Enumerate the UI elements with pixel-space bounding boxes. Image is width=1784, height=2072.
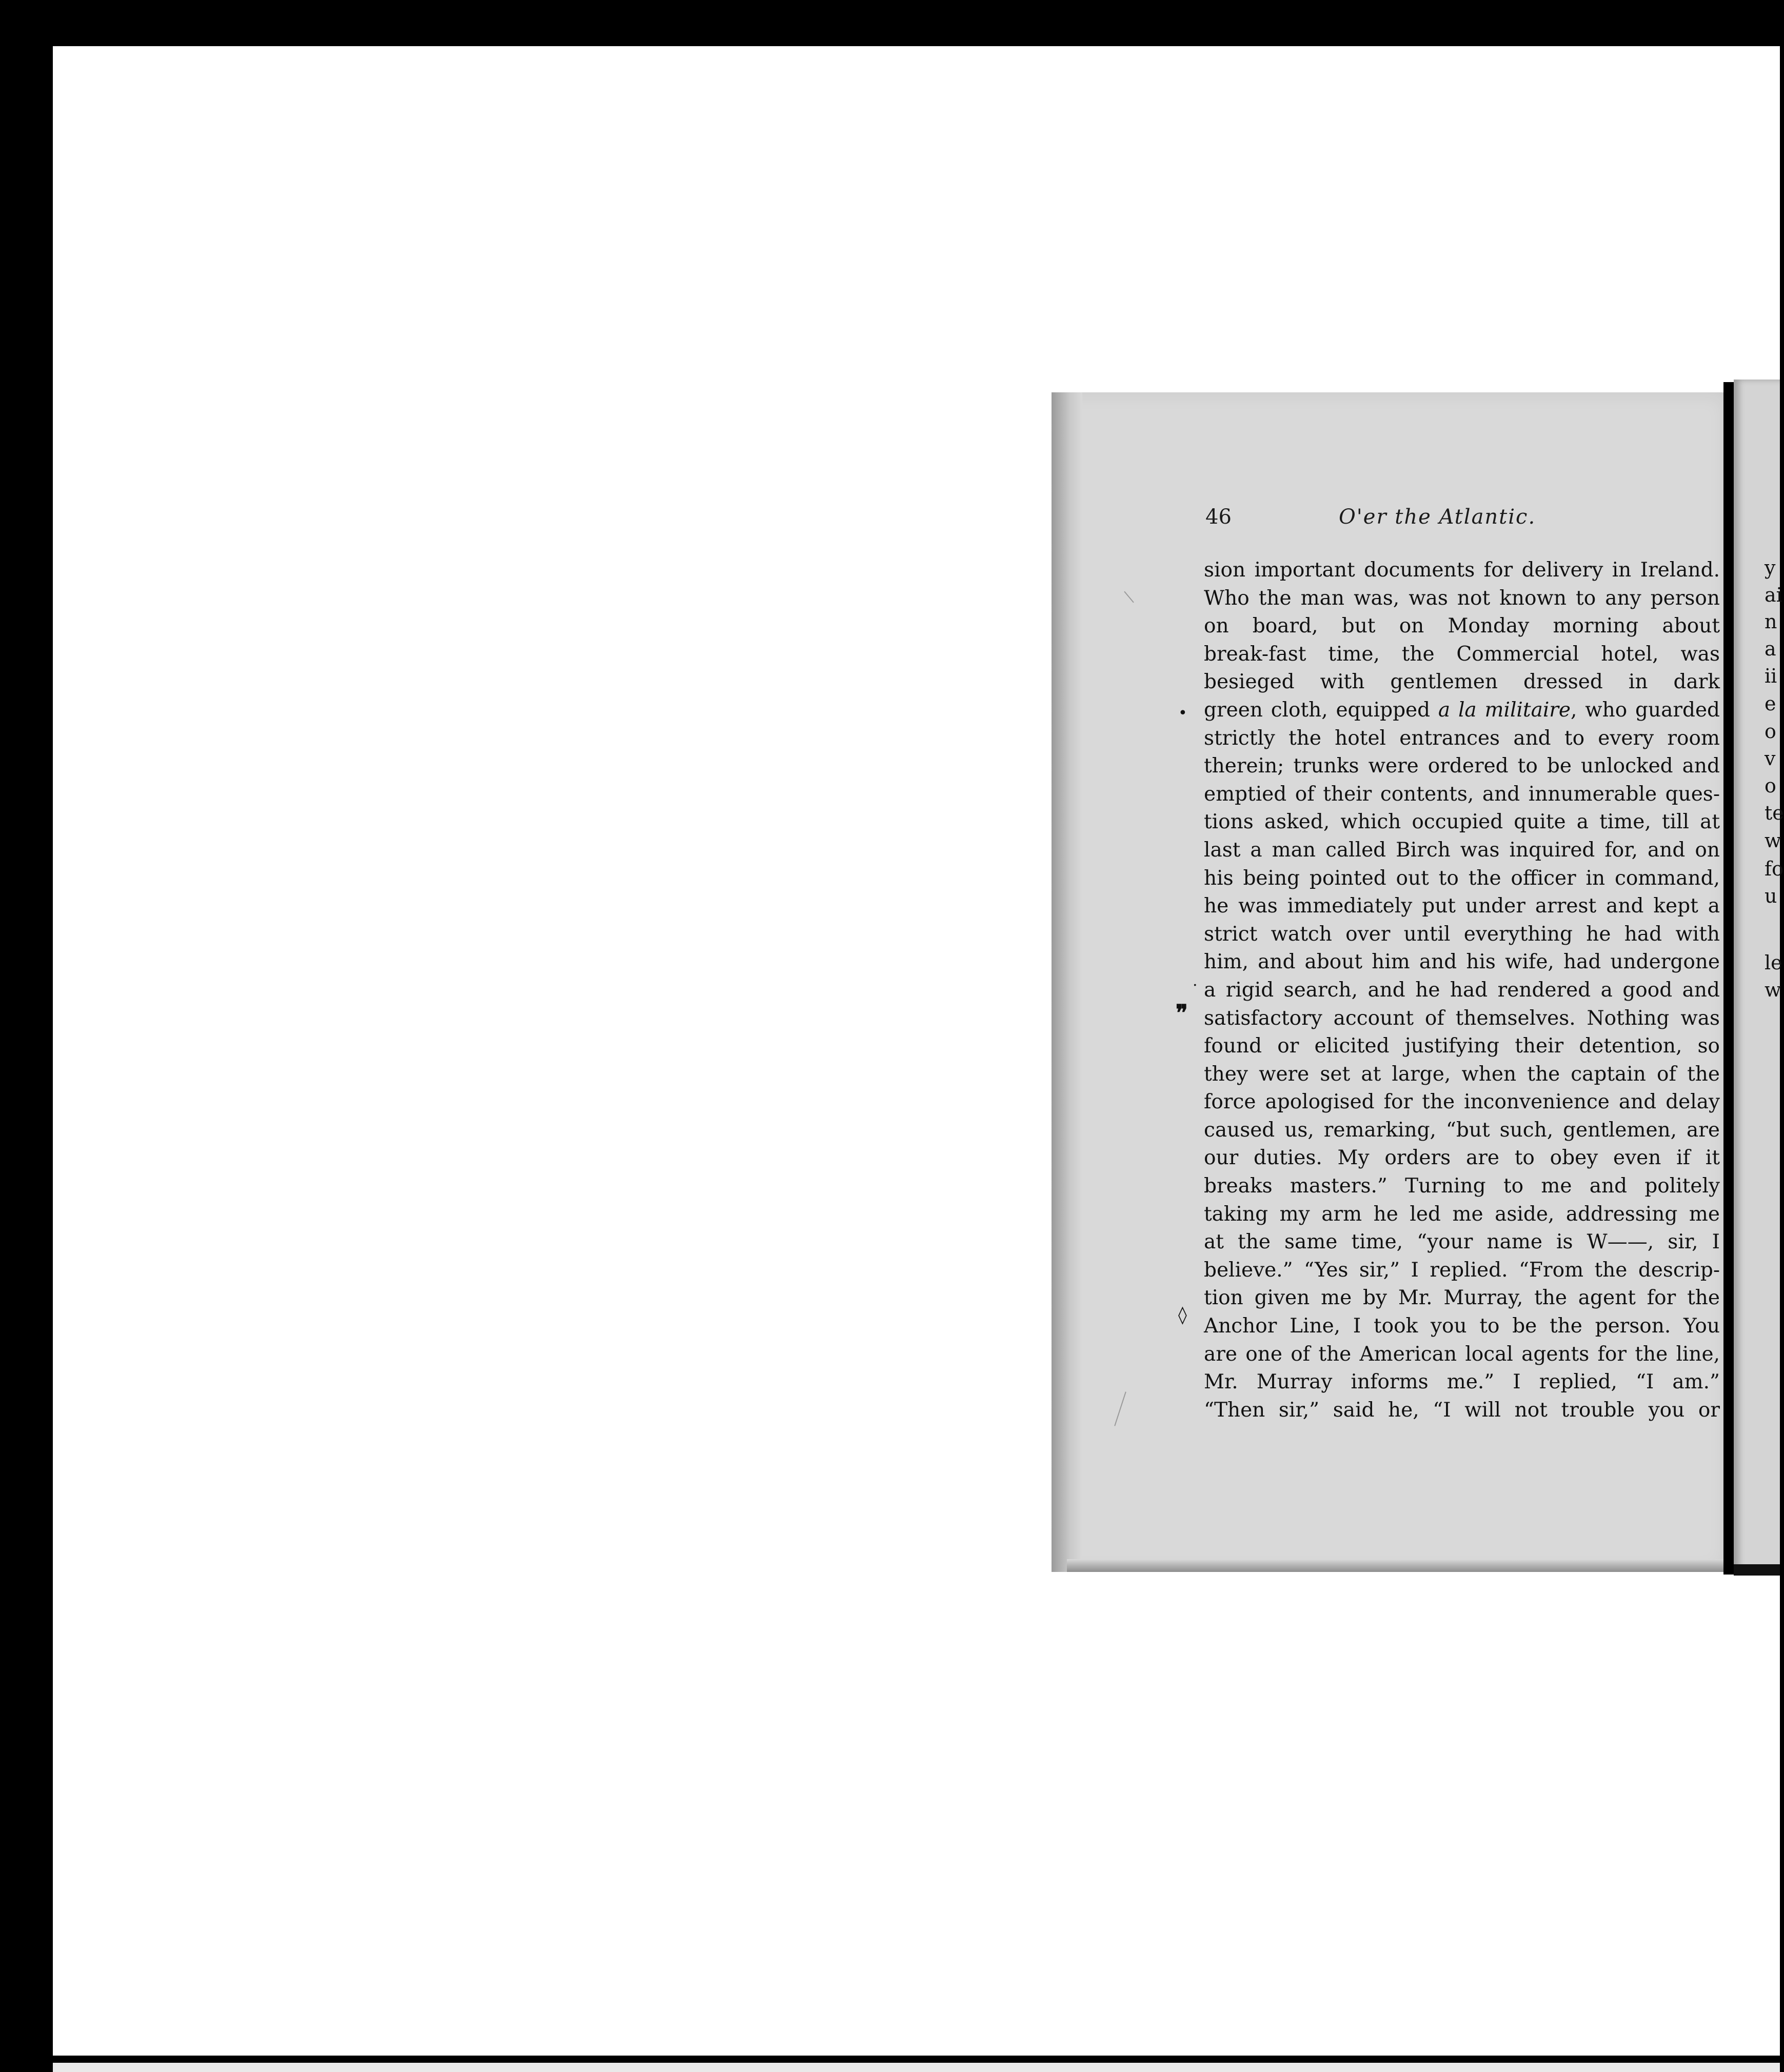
text-fragment: “Then sir,” said he, “I will not trouble you or (1204, 1398, 1720, 1422)
text-line (1204, 1284, 1720, 1312)
text-fragment: force apologised for the inconvenience and delay (1204, 1090, 1720, 1114)
text-line (1204, 1368, 1720, 1397)
text-line (1204, 977, 1720, 1005)
text-fragment: at the same time, “your name is W——, sir, I (1204, 1230, 1720, 1254)
text-fragment: his being pointed out to the officer in command, (1204, 866, 1720, 890)
facing-page-fragment: u (1765, 885, 1777, 907)
text-fragment: tions asked, which occupied quite a time, till at (1204, 810, 1720, 834)
text-fragment: him, and about him and his wife, had undergone (1204, 950, 1720, 974)
text-fragment: breaks masters.” Turning to me and politely (1204, 1174, 1720, 1198)
text-line (1204, 781, 1720, 809)
text-fragment: last a man called Birch was inquired for, and on (1204, 838, 1720, 862)
text-fragment: he was immediately put under arrest and kept a (1204, 894, 1720, 918)
facing-page-fragment: le (1765, 951, 1782, 974)
facing-page-fragment: n (1765, 610, 1777, 633)
text-line (1204, 1397, 1720, 1425)
facing-page-fragment: a (1765, 637, 1776, 660)
facing-page-fragment: te (1765, 802, 1784, 824)
text-line (1204, 1341, 1720, 1369)
scan-strip (53, 2063, 1780, 2072)
text-line (1204, 585, 1720, 613)
text-line (1204, 1257, 1720, 1285)
page-edge-left (1052, 392, 1082, 1572)
text-line (1204, 865, 1720, 893)
facing-page-fragment: w (1765, 979, 1781, 1001)
text-line (1204, 725, 1720, 753)
text-fragment: therein; trunks were ordered to be unlocked and (1204, 754, 1720, 778)
facing-page-fragment: fo (1765, 858, 1783, 880)
text-fragment: sion important documents for delivery in Ireland. (1204, 559, 1720, 582)
text-line (1204, 1201, 1720, 1229)
facing-page-edge (1734, 1564, 1780, 1576)
facing-page-fragment: o (1765, 720, 1776, 743)
facing-page-fragment: o (1765, 774, 1776, 797)
text-line (1204, 612, 1720, 641)
text-fragment: , who guarded (1571, 698, 1720, 722)
text-fragment: Mr. Murray informs me.” I replied, “I am.” (1204, 1370, 1720, 1394)
text-line (1204, 1312, 1720, 1341)
text-fragment: taking my arm he led me aside, addressing me (1204, 1202, 1720, 1226)
facing-page-fragment: ii (1765, 665, 1777, 687)
text-line (1204, 921, 1720, 949)
text-line (1204, 808, 1720, 836)
text-fragment: break-fast time, the Commercial hotel, was (1204, 642, 1720, 666)
text-line (1204, 948, 1720, 977)
text-fragment: caused us, remarking, “but such, gentlemen, are (1204, 1118, 1720, 1142)
text-fragment: tion given me by Mr. Murray, the agent for the (1204, 1286, 1720, 1310)
text-fragment: besieged with gentlemen dressed in dark (1204, 670, 1720, 694)
text-line (1204, 1117, 1720, 1145)
text-fragment: found or elicited justifying their detention, so (1204, 1034, 1720, 1058)
facing-page-fragment: w (1765, 829, 1781, 852)
margin-mark: • (1178, 704, 1187, 722)
text-line (1204, 836, 1720, 865)
text-fragment: a rigid search, and he had rendered a good and (1204, 978, 1720, 1002)
text-line (1204, 1032, 1720, 1061)
body-text (1204, 556, 1720, 1424)
text-fragment: emptied of their contents, and innumerable ques- (1204, 782, 1720, 806)
text-line (1204, 1088, 1720, 1117)
text-line (1204, 1144, 1720, 1172)
facing-page-fragment: ai (1765, 584, 1782, 606)
text-fragment: satisfactory account of themselves. Nothing was (1204, 1006, 1720, 1030)
text-fragment: believe.” “Yes sir,” I replied. “From the descrip- (1204, 1258, 1720, 1282)
page-edge-bottom (1067, 1559, 1729, 1572)
running-title: O'er the Atlantic. (1339, 505, 1536, 529)
text-fragment: are one of the American local agents for the line, (1204, 1342, 1720, 1366)
facing-page-fragment: e (1765, 692, 1776, 715)
text-line (1204, 696, 1720, 725)
margin-mark: . (1193, 972, 1198, 990)
facing-page-fragment: y (1765, 556, 1776, 579)
text-fragment: green cloth, equipped (1204, 698, 1438, 722)
text-fragment: Who the man was, was not known to any person (1204, 586, 1720, 610)
text-line (1204, 641, 1720, 669)
text-line (1204, 1228, 1720, 1257)
text-line (1204, 668, 1720, 696)
text-fragment: Anchor Line, I took you to be the person. You (1204, 1314, 1720, 1338)
italic-phrase: a la militaire (1438, 698, 1571, 722)
text-line (1204, 1172, 1720, 1201)
text-fragment: strictly the hotel entrances and to every room (1204, 726, 1720, 750)
text-line (1204, 752, 1720, 781)
text-fragment: strict watch over until everything he had with (1204, 922, 1720, 946)
text-fragment: our duties. My orders are to obey even if it (1204, 1146, 1720, 1170)
text-fragment: on board, but on Monday morning about (1204, 614, 1720, 638)
text-line (1204, 556, 1720, 585)
text-line (1204, 1061, 1720, 1089)
margin-mark: ❞ (1176, 1000, 1188, 1026)
facing-page-fragment: v (1765, 747, 1776, 770)
text-line (1204, 1005, 1720, 1033)
book-gutter (1723, 382, 1734, 1575)
margin-mark: ◊ (1178, 1305, 1187, 1325)
text-fragment: they were set at large, when the captain of the (1204, 1062, 1720, 1086)
running-head (1205, 505, 1718, 536)
text-line (1204, 892, 1720, 921)
page-number: 46 (1205, 505, 1232, 529)
